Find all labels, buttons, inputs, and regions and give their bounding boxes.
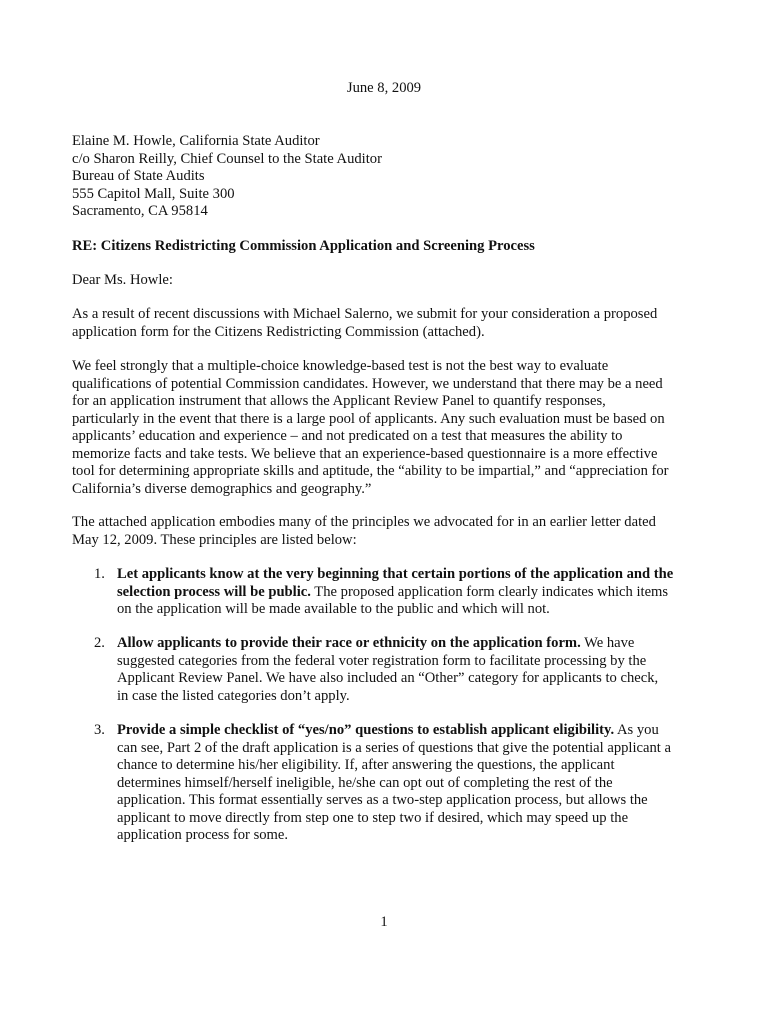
item-bold-text: Allow applicants to provide their race or ethnicity on the application form. <box>117 635 581 651</box>
item-line: application process for some. <box>117 827 289 843</box>
item-line <box>117 566 717 584</box>
item-line: on the application will be made available to the public and which will not. <box>117 601 550 617</box>
page-number: 1 <box>380 914 388 930</box>
subject-line: RE: Citizens Redistricting Commission Application and Screening Process <box>72 238 535 254</box>
item-text: As you <box>614 722 659 738</box>
item-text: We have <box>580 635 635 651</box>
paragraph-line: particularly in the event that there is a large pool of applicants. Any such evaluation must be based on <box>72 410 665 427</box>
paragraph-intro <box>72 306 692 341</box>
paragraph-line: qualifications of potential Commission candidates. However, we understand that there may be a need <box>72 375 663 392</box>
item-line: suggested categories from the federal voter registration form to facilitate processing by the <box>117 652 647 669</box>
address-line: Sacramento, CA 95814 <box>72 203 208 219</box>
item-text: The proposed application form clearly indicates which items <box>310 583 669 600</box>
item-line: can see, Part 2 of the draft application is a series of questions that give the potential applicant a <box>117 739 671 756</box>
address-line: c/o Sharon Reilly, Chief Counsel to the State Auditor <box>72 150 382 167</box>
paragraph-line: We feel strongly that a multiple-choice knowledge-based test is not the best way to evaluate <box>72 358 609 374</box>
item-line: applicant to move directly from step one to step two if desired, which may speed up the <box>117 809 629 826</box>
item-bold-text: Provide a simple checklist of “yes/no” questions to establish applicant eligibility. <box>117 722 615 738</box>
item-line: chance to determine his/her eligibility. If, after answering the questions, the applicant <box>117 757 615 773</box>
item-bold-text: selection process will be public. <box>117 583 311 600</box>
paragraph-line: tool for determining appropriate skills and aptitude, the “ability to be impartial,” and “appreciation for <box>72 463 669 479</box>
item-number: 3. <box>94 722 105 738</box>
item-line <box>117 635 717 653</box>
address-line: Bureau of State Audits <box>72 168 205 184</box>
paragraph-line: The attached application embodies many of the principles we advocated for in an earlier letter dated <box>72 514 656 530</box>
item-body <box>117 722 717 845</box>
item-number: 2. <box>94 635 105 651</box>
item-body <box>117 635 717 705</box>
paragraph-line: May 12, 2009. These principles are listed below: <box>72 531 357 548</box>
paragraph-line: for an application instrument that allows the Applicant Review Panel to quantify responses, <box>72 393 606 409</box>
salutation: Dear Ms. Howle: <box>72 272 173 288</box>
item-body <box>117 566 717 619</box>
paragraph-line: As a result of recent discussions with Michael Salerno, we submit for your consideration a proposed <box>72 306 658 322</box>
item-number: 1. <box>94 566 105 582</box>
paragraph-line: memorize facts and take tests. We believe that an experience-based questionnaire is a more effective <box>72 445 658 462</box>
item-line: in case the listed categories don’t apply. <box>117 687 350 704</box>
item-line <box>117 722 717 740</box>
item-bold-text: Let applicants know at the very beginning that certain portions of the application and the <box>117 566 674 582</box>
paragraph-line: California’s diverse demographics and geography.” <box>72 480 372 497</box>
paragraph-line: application form for the Citizens Redistricting Commission (attached). <box>72 323 485 340</box>
item-line: Applicant Review Panel. We have also included an “Other” category for applicants to check, <box>117 670 659 686</box>
item-line: application. This format essentially serves as a two-step application process, but allows the <box>117 792 648 808</box>
paragraph-line: applicants’ education and experience – and not predicated on a test that measures the ability to <box>72 428 623 444</box>
recipient-address <box>72 133 382 221</box>
item-line <box>117 584 717 602</box>
address-line: 555 Capitol Mall, Suite 300 <box>72 185 235 202</box>
letter-date: June 8, 2009 <box>346 80 422 96</box>
paragraph-position <box>72 358 692 498</box>
paragraph-principles-intro <box>72 514 692 549</box>
address-line: Elaine M. Howle, California State Auditor <box>72 133 320 149</box>
item-line: determines himself/herself ineligible, he/she can opt out of completing the rest of the <box>117 774 613 791</box>
